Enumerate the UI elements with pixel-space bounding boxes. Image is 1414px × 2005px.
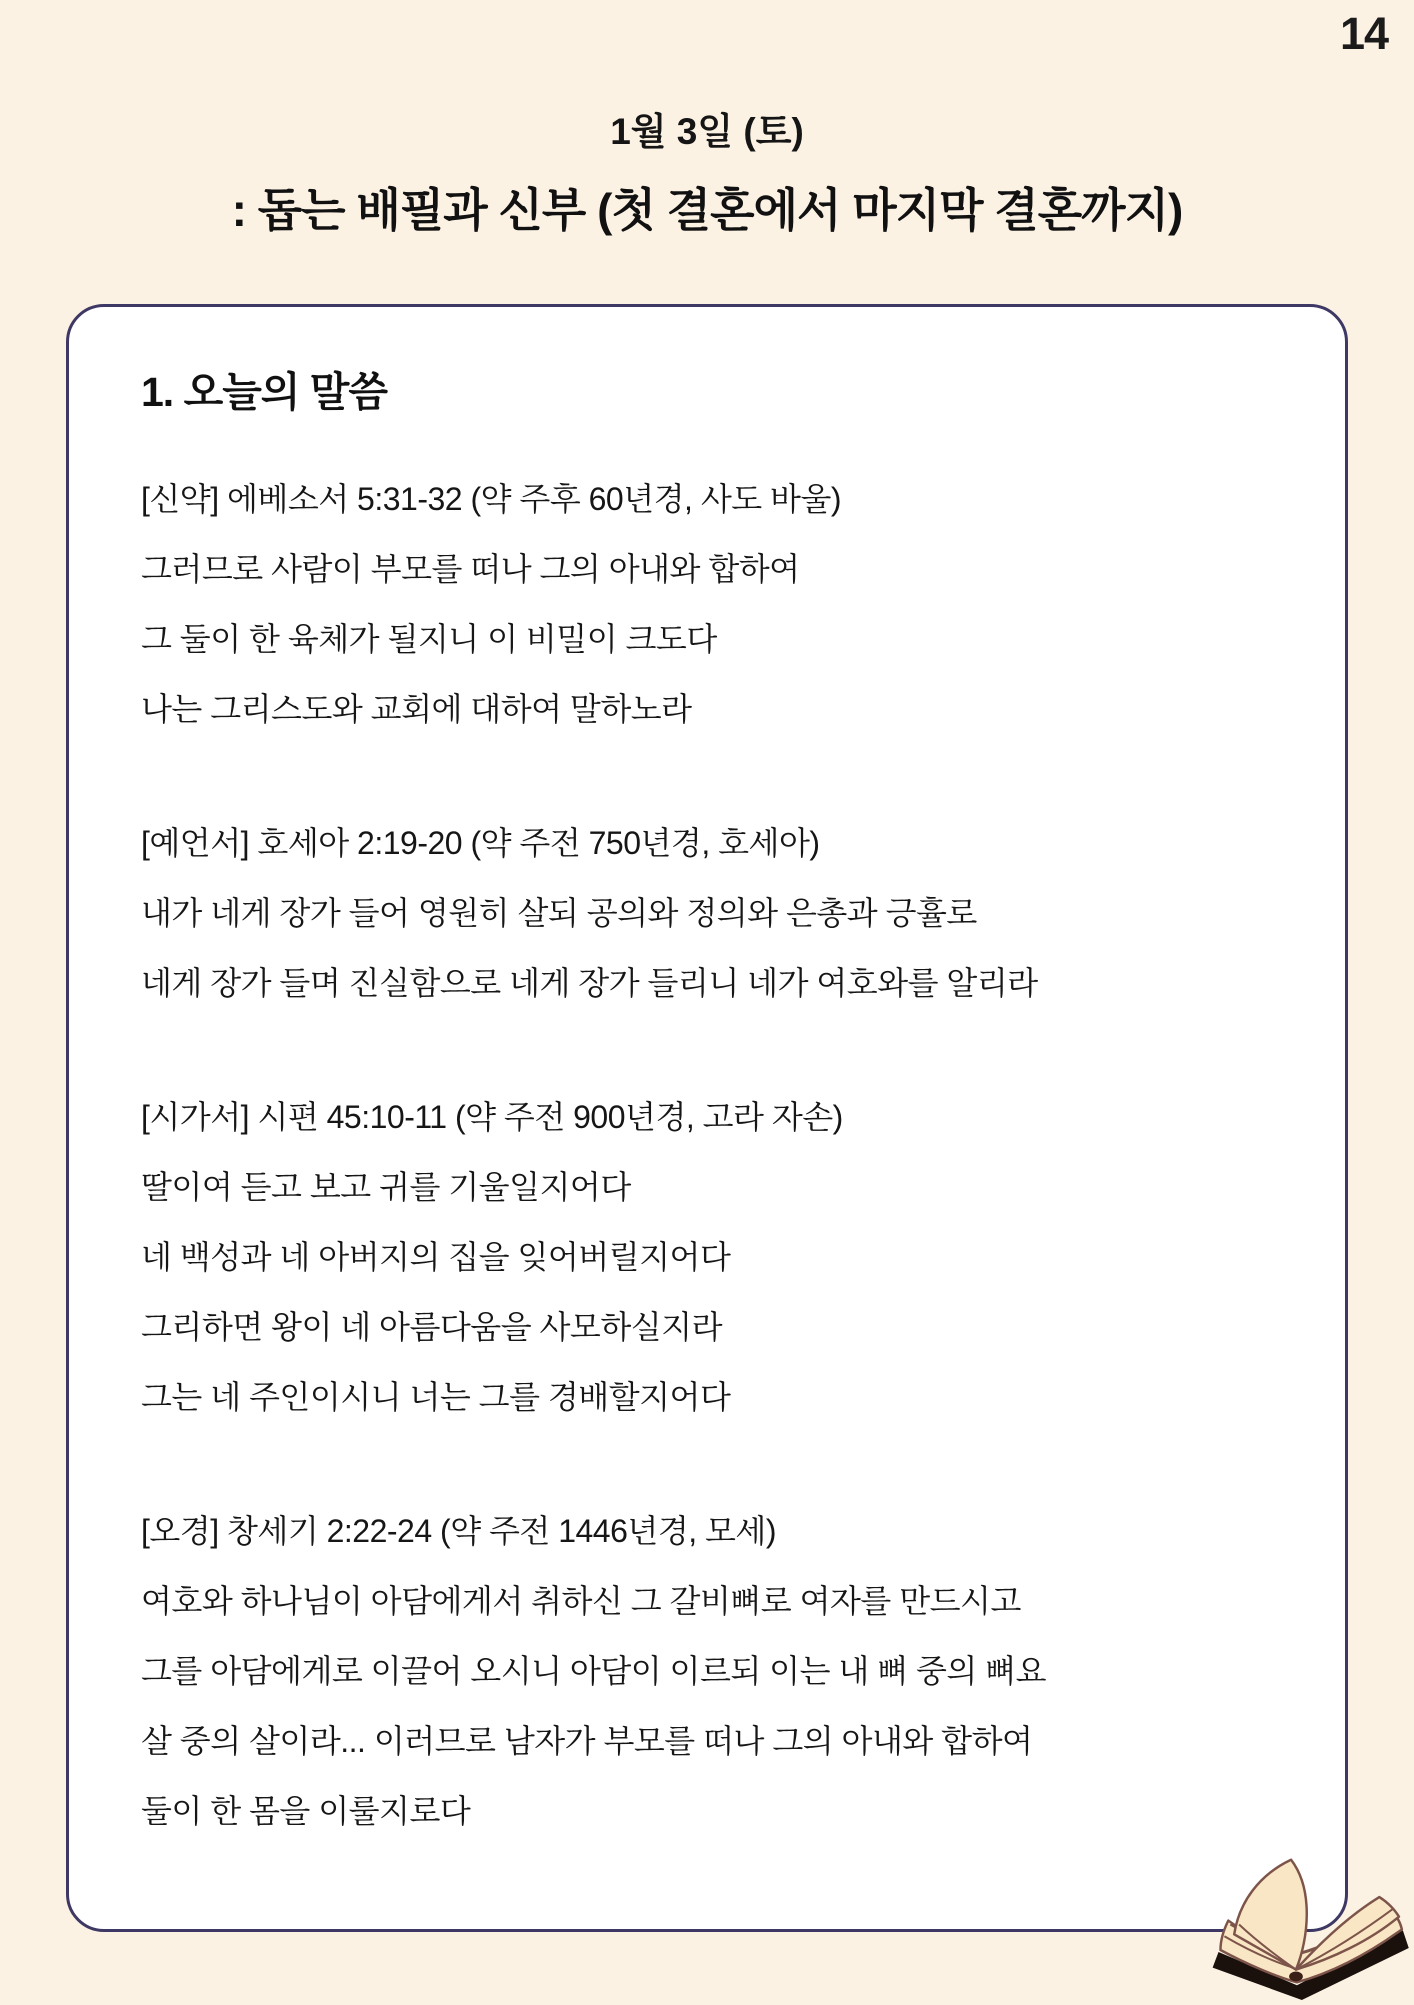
scripture-line: 딸이여 듣고 보고 귀를 기울일지어다 — [141, 1169, 631, 1205]
scripture-line: 그리하면 왕이 네 아름다움을 사모하실지라 — [141, 1309, 722, 1345]
scripture-line: 그 둘이 한 육체가 될지니 이 비밀이 크도다 — [141, 621, 717, 657]
page-header — [0, 0, 1414, 236]
scripture-section-poetry — [141, 1082, 1273, 1432]
scripture-section-prophets — [141, 808, 1273, 1018]
scripture-line: 네 백성과 네 아버지의 집을 잊어버릴지어다 — [141, 1239, 731, 1275]
scripture-line: 여호와 하나님이 아담에게서 취하신 그 갈비뼈로 여자를 만드시고 — [141, 1583, 1021, 1619]
date-heading: 1월 3일 (토) — [610, 111, 804, 152]
scripture-line: 그를 아담에게로 이끌어 오시니 아담이 이르되 이는 내 뼈 중의 뼈요 — [141, 1653, 1047, 1689]
scripture-card — [66, 304, 1348, 1932]
scripture-line: 그는 네 주인이시니 너는 그를 경배할지어다 — [141, 1379, 731, 1415]
page-number: 14 — [1339, 8, 1388, 59]
scripture-line: 그러므로 사람이 부모를 떠나 그의 아내와 합하여 — [141, 551, 800, 587]
card-heading: 1. 오늘의 말씀 — [141, 369, 388, 415]
scripture-sections — [141, 464, 1273, 1846]
scripture-reference: [오경] 창세기 2:22-24 (약 주전 1446년경, 모세) — [141, 1513, 776, 1549]
scripture-section-pentateuch — [141, 1496, 1273, 1846]
scripture-reference: [신약] 에베소서 5:31-32 (약 주후 60년경, 사도 바울) — [141, 481, 842, 517]
scripture-line: 둘이 한 몸을 이룰지로다 — [141, 1793, 471, 1829]
scripture-reference: [시가서] 시편 45:10-11 (약 주전 900년경, 고라 자손) — [141, 1099, 843, 1135]
open-book-icon — [1176, 1848, 1414, 2000]
scripture-line: 내가 네게 장가 들어 영원히 살되 공의와 정의와 은총과 긍휼로 — [141, 895, 977, 931]
scripture-section-new-testament — [141, 464, 1273, 744]
page-title: : 돕는 배필과 신부 (첫 결혼에서 마지막 결혼까지) — [231, 184, 1183, 236]
scripture-reference: [예언서] 호세아 2:19-20 (약 주전 750년경, 호세아) — [141, 825, 820, 861]
scripture-line: 나는 그리스도와 교회에 대하여 말하노라 — [141, 691, 692, 727]
scripture-line: 네게 장가 들며 진실함으로 네게 장가 들리니 네가 여호와를 알리라 — [141, 965, 1038, 1001]
scripture-line: 살 중의 살이라... 이러므로 남자가 부모를 떠나 그의 아내와 합하여 — [141, 1723, 1033, 1759]
